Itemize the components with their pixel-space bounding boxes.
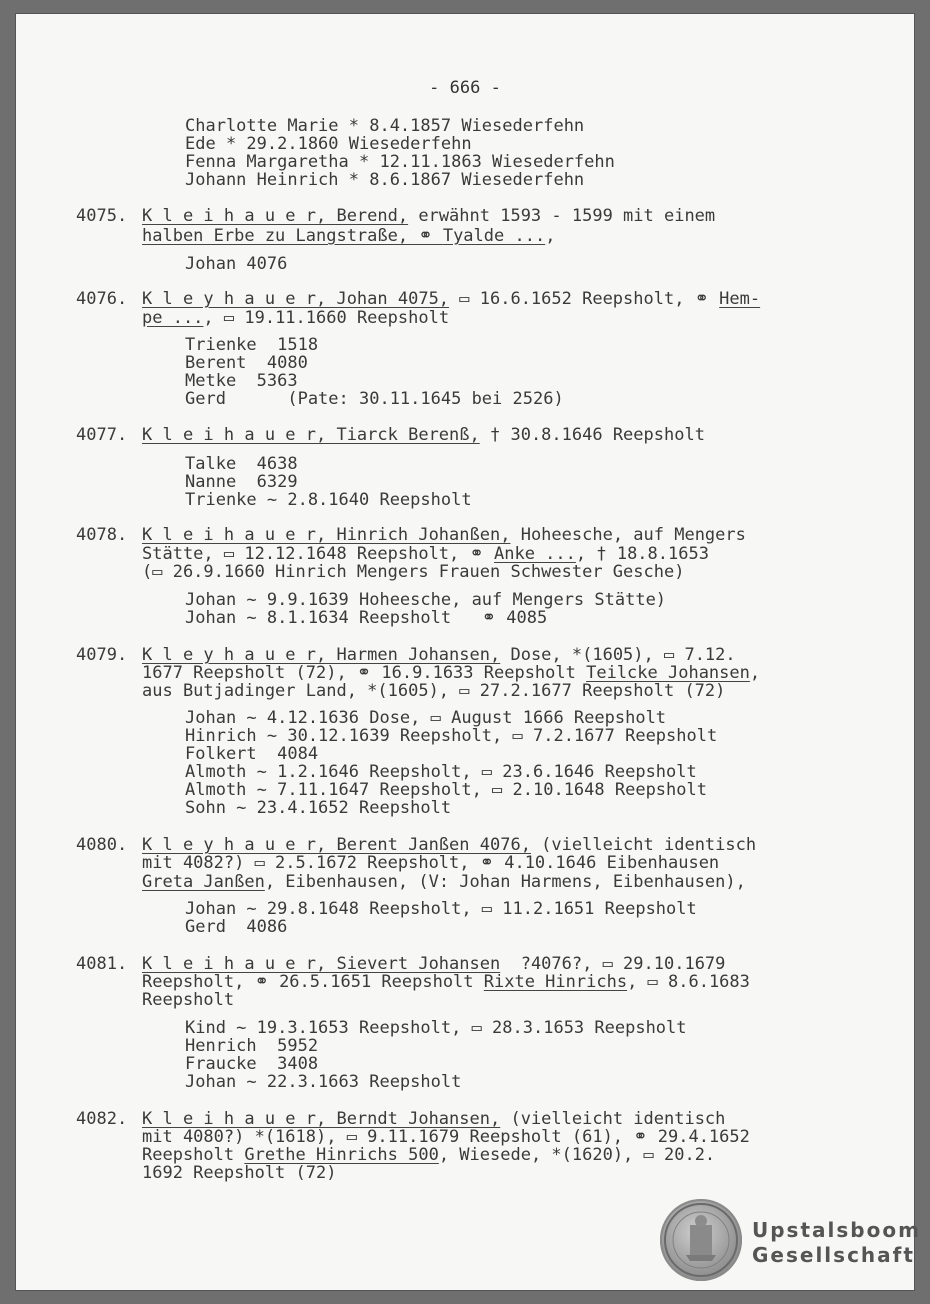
logo-text-line1: Upstalsboom [752, 1218, 921, 1242]
spouse-name: Teilcke Johansen [586, 663, 750, 683]
list-item: Metke 5363 [185, 371, 298, 391]
entry-line: Stätte, ▭ 12.12.1648 Reepsholt, ⚭ Anke ..., † 18.8.1653 [142, 544, 709, 564]
entry-line: Greta Janßen, Eibenhausen, (V: Johan Harmens, Eibenhausen), [142, 872, 746, 892]
entry-name: K l e i h a u e r, Berndt Johansen, [142, 1109, 501, 1129]
list-item: Gerd (Pate: 30.11.1645 bei 2526) [185, 389, 564, 409]
entry-number: 4078. [76, 525, 128, 545]
list-item: Johan ~ 8.1.1634 Reepsholt ⚭ 4085 [185, 608, 548, 628]
list-item: Kind ~ 19.3.1653 Reepsholt, ▭ 28.3.1653 Reepsholt [185, 1018, 687, 1038]
list-item: Johan ~ 22.3.1663 Reepsholt [185, 1072, 462, 1092]
list-item: Nanne 6329 [185, 472, 298, 492]
entry-name: K l e i h a u e r, Tiarck Berenß, [142, 425, 480, 445]
list-item: Berent 4080 [185, 353, 308, 373]
list-item: Trienke ~ 2.8.1640 Reepsholt [185, 490, 472, 510]
spouse-name: Rixte Hinrichs [483, 972, 628, 992]
society-seal-icon [660, 1199, 742, 1281]
entry-name: K l e i h a u e r, Hinrich Johanßen, [142, 525, 511, 545]
list-item: Henrich 5952 [185, 1036, 319, 1056]
entry-line: K l e i h a u e r, Berend, erwähnt 1593 - 1599 mit einem [142, 206, 716, 226]
list-item: Johann Heinrich * 8.6.1867 Wiesederfehn [185, 170, 585, 190]
entry-number: 4075. [76, 206, 128, 226]
entry-name: K l e y h a u e r, Johan 4075, [142, 289, 450, 309]
spouse-name: Grethe Hinrichs 500 [244, 1145, 439, 1165]
entry-line: 1692 Reepsholt (72) [142, 1163, 337, 1183]
entry-line: K l e i h a u e r, Sievert Johansen ?4076?, ▭ 29.10.1679 [142, 954, 726, 974]
list-item: Johan 4076 [185, 254, 288, 274]
entry-line: (▭ 26.9.1660 Hinrich Mengers Frauen Schwester Gesche) [142, 562, 685, 582]
entry-line: K l e y h a u e r, Berent Janßen 4076, (vielleicht identisch [142, 835, 757, 855]
entry-line: mit 4080?) *(1618), ▭ 9.11.1679 Reepsholt (61), ⚭ 29.4.1652 [142, 1127, 750, 1147]
list-item: Trienke 1518 [185, 335, 319, 355]
list-item: Johan ~ 9.9.1639 Hoheesche, auf Mengers Stätte) [185, 590, 667, 610]
entry-number: 4076. [76, 289, 128, 309]
entry-number: 4079. [76, 645, 128, 665]
entry-line: K l e y h a u e r, Johan 4075, ▭ 16.6.1652 Reepsholt, ⚭ Hem- [142, 289, 761, 309]
list-item: Hinrich ~ 30.12.1639 Reepsholt, ▭ 7.2.1677 Reepsholt [185, 726, 718, 746]
entry-line: aus Butjadinger Land, *(1605), ▭ 27.2.1677 Reepsholt (72) [142, 681, 726, 701]
list-item: Almoth ~ 1.2.1646 Reepsholt, ▭ 23.6.1646 Reepsholt [185, 762, 697, 782]
entry-line: K l e i h a u e r, Berndt Johansen, (vielleicht identisch [142, 1109, 726, 1129]
list-item: Talke 4638 [185, 454, 298, 474]
spouse-name: Tyalde ... [442, 226, 546, 246]
entry-number: 4081. [76, 954, 128, 974]
entry-line: halben Erbe zu Langstraße, ⚭ Tyalde ..., [142, 226, 556, 246]
list-item: Fraucke 3408 [185, 1054, 319, 1074]
entry-line: 1677 Reepsholt (72), ⚭ 16.9.1633 Reepsholt Teilcke Johansen, [142, 663, 761, 683]
logo-text-line2: Gesellschaft [752, 1243, 915, 1267]
entry-name: K l e y h a u e r, Harmen Johansen, [142, 645, 501, 665]
list-item: Johan ~ 29.8.1648 Reepsholt, ▭ 11.2.1651 Reepsholt [185, 899, 697, 919]
entry-line: Reepsholt [142, 990, 235, 1010]
entry-line: Reepsholt Grethe Hinrichs 500, Wiesede, *(1620), ▭ 20.2. [142, 1145, 716, 1165]
list-item: Almoth ~ 7.11.1647 Reepsholt, ▭ 2.10.1648 Reepsholt [185, 780, 707, 800]
entry-line: pe ..., ▭ 19.11.1660 Reepsholt [142, 308, 450, 328]
page-number: - 666 - [429, 78, 501, 98]
list-item: Gerd 4086 [185, 917, 288, 937]
entry-line: mit 4082?) ▭ 2.5.1672 Reepsholt, ⚭ 4.10.1646 Eibenhausen [142, 853, 720, 873]
entry-line: K l e y h a u e r, Harmen Johansen, Dose, *(1605), ▭ 7.12. [142, 645, 736, 665]
list-item: Fenna Margaretha * 12.11.1863 Wiesederfehn [185, 152, 615, 172]
list-item: Sohn ~ 23.4.1652 Reepsholt [185, 798, 452, 818]
list-item: Folkert 4084 [185, 744, 319, 764]
entry-number: 4080. [76, 835, 128, 855]
spouse-name: Hem- [719, 289, 761, 309]
entry-number: 4082. [76, 1109, 128, 1129]
entry-name: K l e i h a u e r, Berend, [142, 206, 409, 226]
entry-line: K l e i h a u e r, Tiarck Berenß, † 30.8.1646 Reepsholt [142, 425, 705, 445]
spouse-name: Anke ... [494, 544, 576, 564]
list-item: Johan ~ 4.12.1636 Dose, ▭ August 1666 Reepsholt [185, 708, 667, 728]
entry-line: K l e i h a u e r, Hinrich Johanßen, Hoheesche, auf Mengers [142, 525, 746, 545]
list-item: Ede * 29.2.1860 Wiesederfehn [185, 134, 472, 154]
entry-line: Reepsholt, ⚭ 26.5.1651 Reepsholt Rixte Hinrichs, ▭ 8.6.1683 [142, 972, 750, 992]
list-item: Charlotte Marie * 8.4.1857 Wiesederfehn [185, 116, 585, 136]
entry-number: 4077. [76, 425, 128, 445]
spouse-name: Greta Janßen [142, 872, 265, 892]
entry-name: K l e y h a u e r, Berent Janßen 4076, [142, 835, 531, 855]
entry-name: K l e i h a u e r, Sievert Johansen [142, 954, 501, 974]
